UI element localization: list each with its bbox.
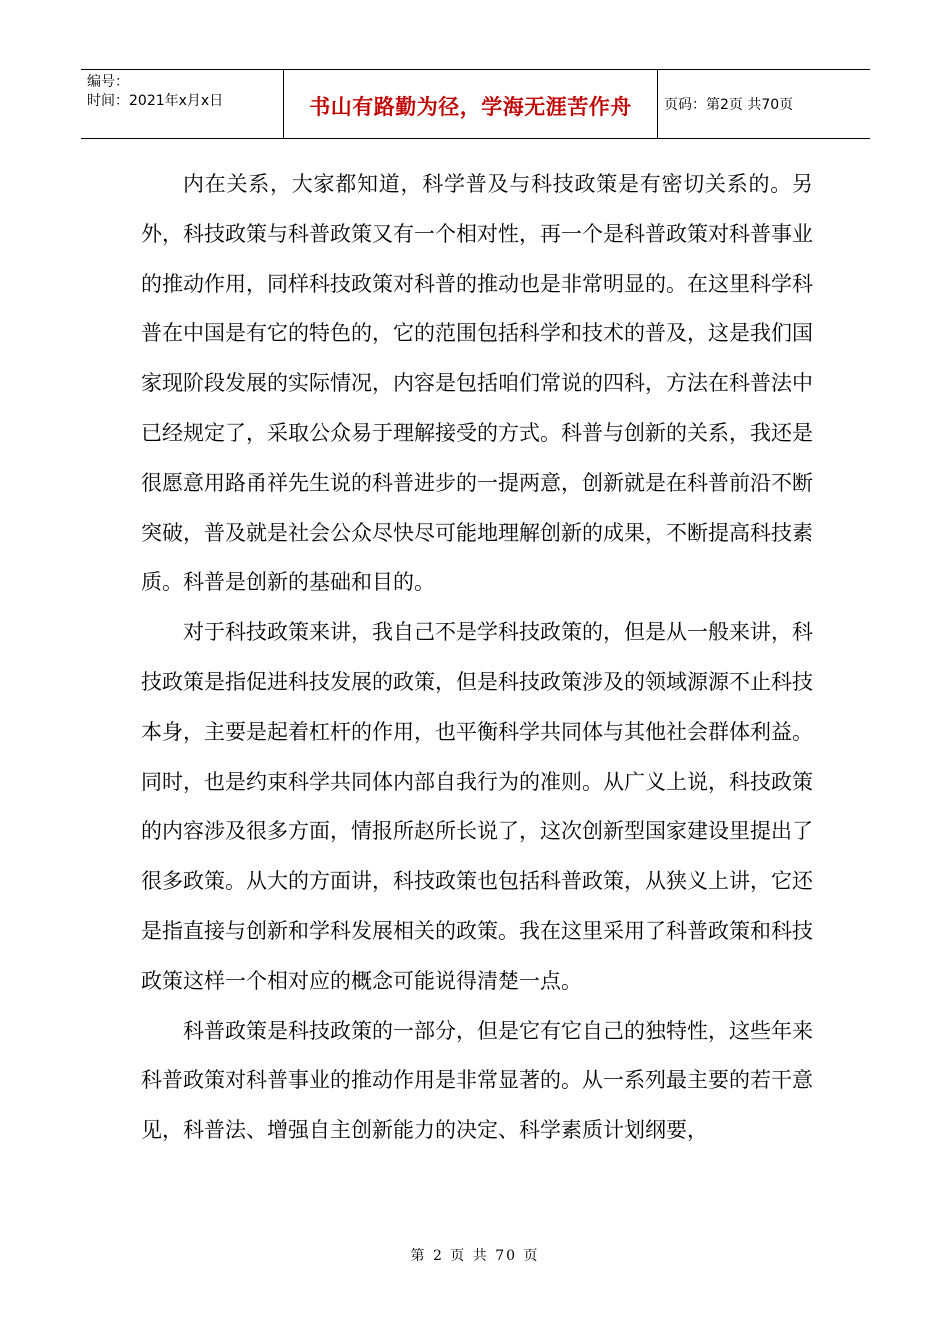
header-meta-cell: [81, 70, 284, 138]
body-paragraph: 对于科技政策来讲，我自己不是学科技政策的，但是从一般来讲，科技政策是指促进科技发展的政策，但是科技政策涉及的领域源源不止科技本身，主要是起着杠杆的作用，也平衡科学共同体与其他社会群体利益。同时，也是约束科学共同体内部自我行为的准则。从广义上说，科技政策的内容涉及很多方面，情报所赵所长说了，这次创新型国家建设里提出了很多政策。从大的方面讲，科技政策也包括科普政策，从狭义上讲，它还是指直接与创新和学科发展相关的政策。我在这里采用了科普政策和科技政策这样一个相对应的概念可能说得清楚一点。: [141, 620, 813, 993]
body-paragraph: 内在关系，大家都知道，科学普及与科技政策是有密切关系的。另外，科技政策与科普政策又有一个相对性，再一个是科普政策对科普事业的推动作用，同样科技政策对科普的推动也是非常明显的。在这里科学科普在中国是有它的特色的，它的范围包括科学和技术的普及，这是我们国家现阶段发展的实际情况，内容是包括咱们常说的四科，方法在科普法中已经规定了，采取公众易于理解接受的方式。科普与创新的关系，我还是很愿意用路甬祥先生说的科普进步的一提两意，创新就是在科普前沿不断突破，普及就是社会公众尽快尽可能地理解创新的成果，不断提高科技素质。科普是创新的基础和目的。: [141, 172, 813, 595]
document-body: [141, 160, 813, 1156]
page-footer: 第 2 页 共 70 页: [410, 1248, 540, 1264]
document-header: [81, 69, 870, 139]
header-motto-cell: [284, 70, 658, 138]
body-paragraph: 科普政策是科技政策的一部分，但是它有它自己的独特性，这些年来科普政策对科普事业的推动作用是非常显著的。从一系列最主要的若干意见，科普法、增强自主创新能力的决定、科学素质计划纲要，: [141, 1018, 813, 1143]
header-motto: 书山有路勤为径，学海无涯苦作舟: [309, 95, 632, 119]
header-page-info: 页码：第2页 共70页: [664, 97, 794, 113]
header-page-cell: [658, 70, 870, 138]
document-number-label: 编号：: [87, 74, 129, 90]
document-time-label: 时间：2021年x月x日: [87, 93, 224, 109]
